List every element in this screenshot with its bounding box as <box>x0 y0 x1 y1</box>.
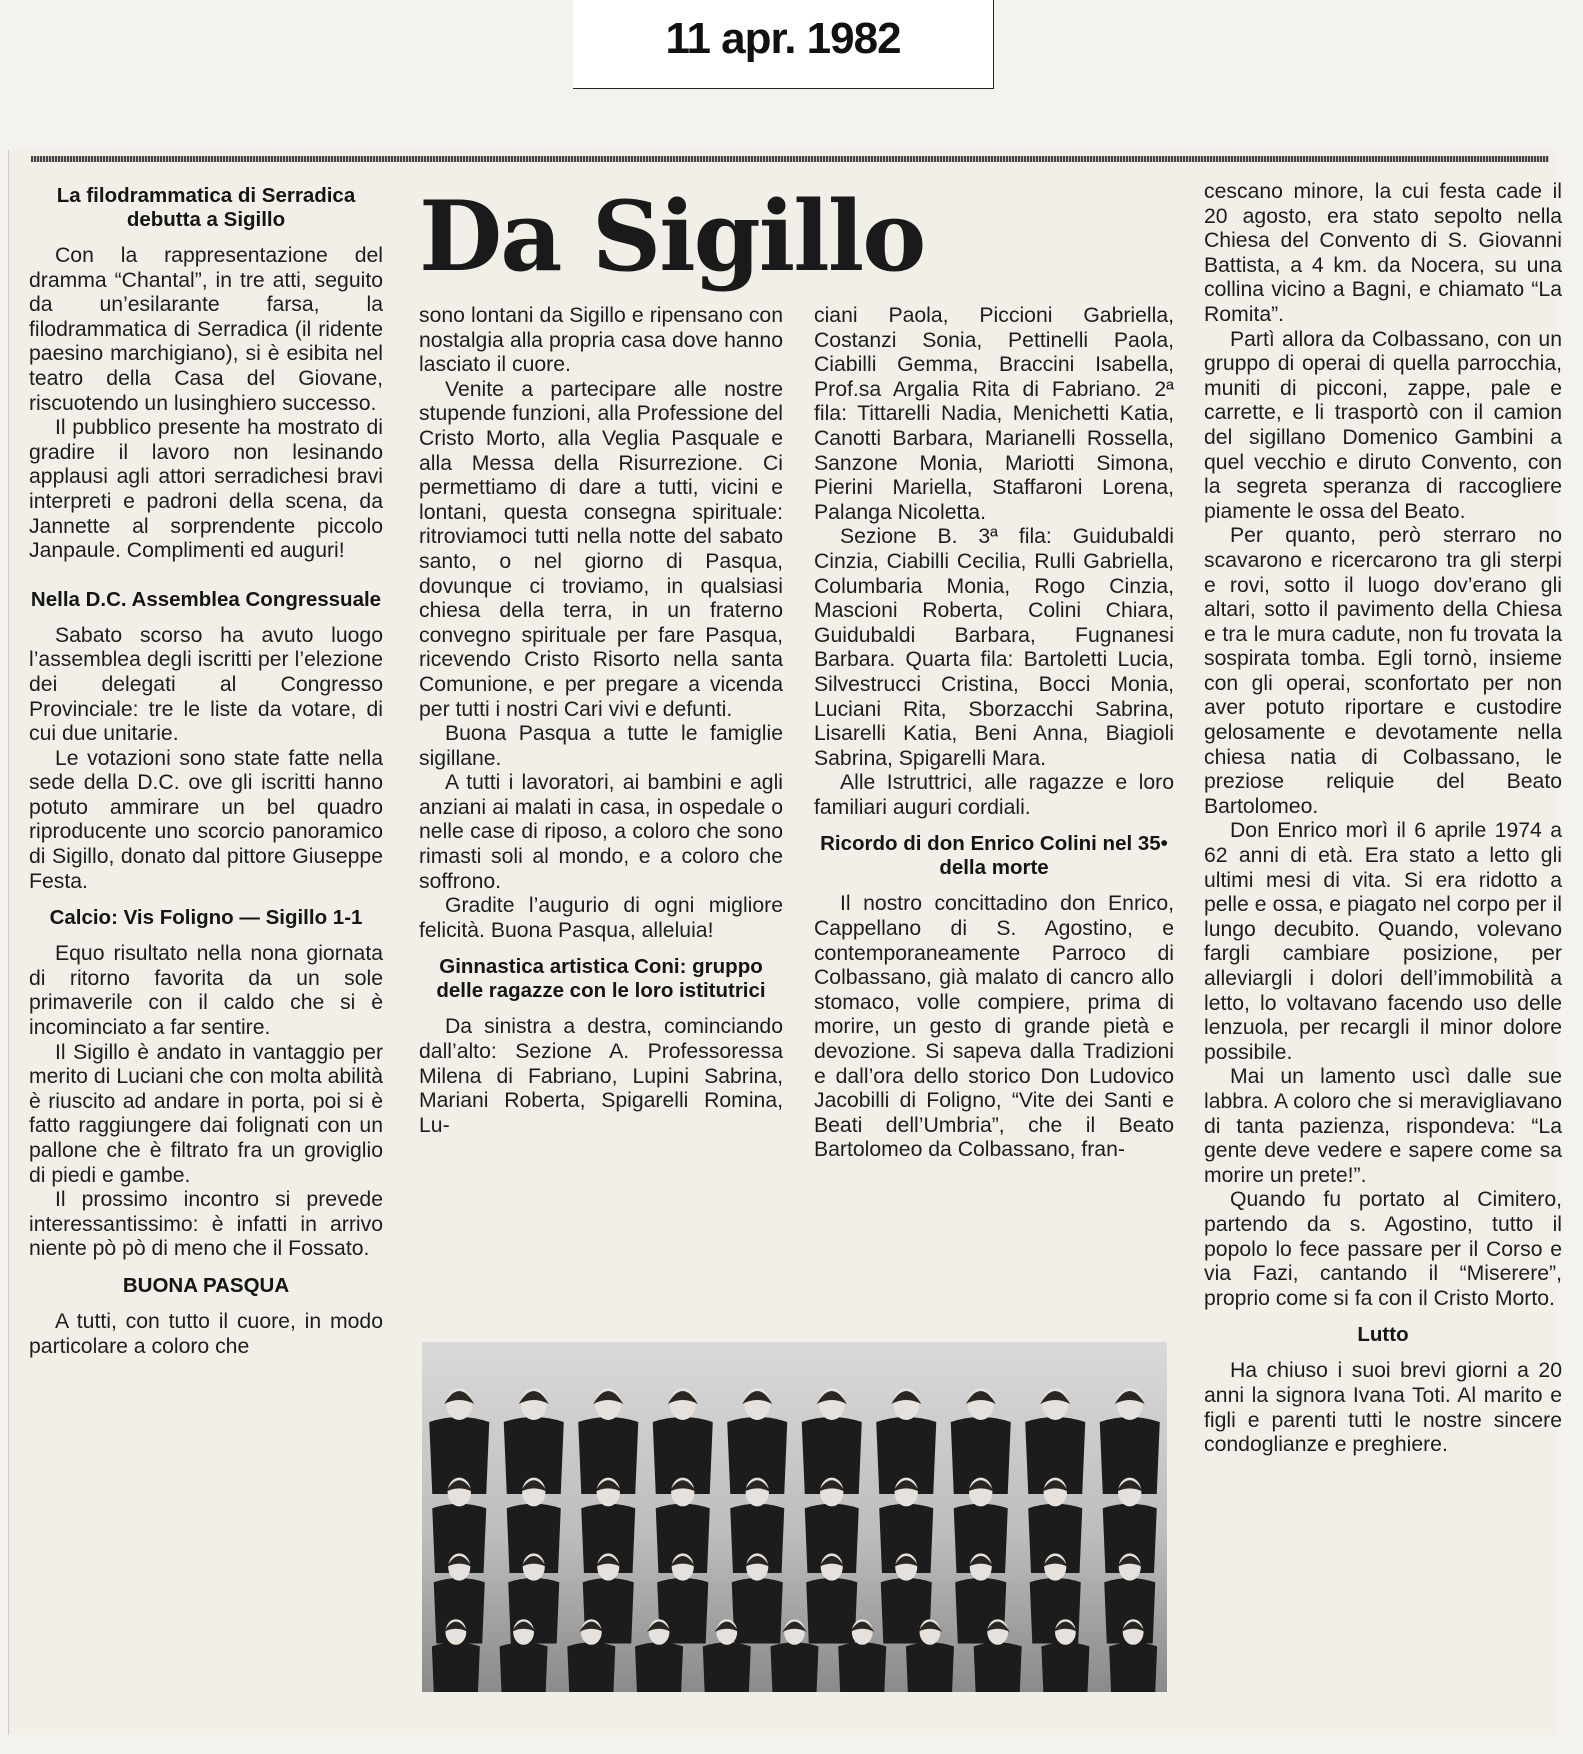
gymnast-figure <box>838 1642 886 1692</box>
paragraph: sono lontani da Sigillo e ripensano con nostalgia alla propria casa dove hanno lasciato il cuore. <box>419 304 783 377</box>
gymnast-figure <box>906 1642 954 1692</box>
column-2 <box>419 304 783 1138</box>
group-photo <box>422 1342 1167 1692</box>
top-rule <box>31 156 1549 162</box>
gymnast-figure <box>567 1642 615 1692</box>
column-3 <box>814 304 1174 1163</box>
headline-ginnastica: Ginnastica artistica Coni: gruppo delle ragazze con le loro istitutrici <box>436 955 766 1003</box>
date-clipping <box>573 0 994 89</box>
paragraph: Gradite l’augurio di ogni migliore felicità. Buona Pasqua, alleluia! <box>419 894 783 942</box>
gymnast-figure <box>1109 1642 1157 1692</box>
gymnast-figure <box>500 1642 548 1692</box>
masthead-title: Da Sigillo <box>419 180 925 293</box>
newspaper-clipping <box>8 150 1562 1735</box>
paragraph: Le votazioni sono state fatte nella sede della D.C. ove gli iscritti hanno potuto ammirare un bel quadro riproducente uno scorcio panoramico di Sigillo, donato dal pittore Giuseppe Festa. <box>29 746 383 893</box>
paragraph: A tutti i lavoratori, ai bambini e agli anziani ai malati in casa, in ospedale o nelle case di riposo, a coloro che sono rimasti soli al mondo, e a coloro che soffrono. <box>419 771 783 893</box>
paragraph: Il pubblico presente ha mostrato di gradire il lavoro non lesinando applausi agli attori serradichesi bravi interpreti e padroni della scena, da Jannette al sorprendente piccolo Janpaule. Complimenti ed auguri! <box>29 416 383 563</box>
paragraph: Partì allora da Colbassano, con un gruppo di operai di quella parrocchia, muniti di picconi, zappe, pale e carrette, e li trasportò con il camion del sigillano Domenico Gambini a quel vecchio e diruto Convento, con la segreta speranza di raccogliere piamente le ossa del Beato. <box>1204 327 1562 523</box>
paragraph: Il nostro concittadino don Enrico, Cappellano di S. Agostino, e contemporaneamente Parroco di Colbassano, già malato di cancro allo stomaco, volle compiere, prima di morire, un gesto di grande pietà e devozione. Si sapeva dalla Tradizioni e dall’ora dello storico Don Ludovico Jacobilli di Foligno, “Vite dei Santi e Beati dell’Umbria”, che il Beato Bartolomeo da Colbassano, fran- <box>814 892 1174 1162</box>
gymnast-figure <box>1041 1642 1089 1692</box>
group-photo-image <box>422 1342 1167 1692</box>
headline-dc-assemblea: Nella D.C. Assemblea Congressuale <box>30 587 382 611</box>
headline-calcio: Calcio: Vis Foligno — Sigillo 1-1 <box>49 906 363 930</box>
clipping-date: 11 apr. 1982 <box>665 14 901 63</box>
paragraph: Sezione B. 3ª fila: Guidubaldi Cinzia, Ciabilli Cecilia, Rulli Gabriella, Columbaria Monia, Rogo Cinzia, Mascioni Roberta, Colini Chiara, Guidubaldi Barbara, Fugnanesi Barbara. Quarta fila: Bartoletti Lucia, Silvestrucci Cristina, Bocci Monia, Luciani Rita, Sborzacchi Sabrina, Lisarelli Katia, Beni Anna, Biagioli Sabrina, Spigarelli Mara. <box>814 525 1174 770</box>
gymnast-figure <box>771 1642 819 1692</box>
column-1 <box>29 184 383 1359</box>
paragraph: Da sinistra a destra, cominciando dall’alto: Sezione A. Professoressa Milena di Fabriano, Lupini Sabrina, Mariani Roberta, Spigarelli Romina, Lu- <box>419 1015 783 1137</box>
paragraph: Don Enrico morì il 6 aprile 1974 a 62 anni di età. Era stato a letto gli ultimi mesi di vita. Si era ridotto a pelle e ossa, e piagato nel corpo per il lungo decubito. Quando, volevano fargli cambiare posizione, per alleviargli i dolori dell’immobilità a letto, lo voltavano facendo uso delle lenzuola, per recargli il minor dolore possibile. <box>1204 819 1562 1064</box>
paragraph: ciani Paola, Piccioni Gabriella, Costanzi Sonia, Pettinelli Paola, Ciabilli Gemma, Braccini Isabella, Prof.sa Argalia Rita di Fabriano. 2ª fila: Tittarelli Nadia, Menichetti Katia, Canotti Barbara, Marianelli Rossella, Sanzone Monia, Mariotti Simona, Pierini Mariella, Staffaroni Lorena, Palanga Nicoletta. <box>814 304 1174 524</box>
gymnast-figure <box>974 1642 1022 1692</box>
headline-lutto: Lutto <box>1357 1323 1409 1347</box>
column-4 <box>1204 180 1562 1458</box>
paragraph: Ha chiuso i suoi brevi giorni a 20 anni la signora Ivana Toti. Al marito e figli e parenti tutti le nostre sincere condoglianze e preghiere. <box>1204 1359 1562 1457</box>
headline-buona-pasqua: BUONA PASQUA <box>122 1273 290 1297</box>
paragraph: Il prossimo incontro si prevede interessantissimo: è infatti in arrivo niente pò pò di meno che il Fossato. <box>29 1188 383 1261</box>
paragraph: Con la rappresentazione del dramma “Chantal”, in tre atti, seguito da un’esilarante farsa, la filodrammatica di Serradica (il ridente paesino marchigiano), si è esibita nel teatro della Casa del Giovane, riscuotendo un lusinghiero successo. <box>29 244 383 415</box>
gymnast-figure <box>635 1642 683 1692</box>
paragraph: Mai un lamento uscì dalle sue labbra. A coloro che si meravigliavano di tanta pazienza, rispondeva: “La gente deve vedere e sapere come sa morire un prete!”. <box>1204 1065 1562 1187</box>
paragraph: Buona Pasqua a tutte le famiglie sigillane. <box>419 722 783 770</box>
paragraph: Sabato scorso ha avuto luogo l’assemblea degli iscritti per l’elezione dei delegati al Congresso Provinciale: tre le liste da votare, di cui due unitarie. <box>29 623 383 746</box>
paragraph: Quando fu portato al Cimitero, partendo da s. Agostino, tutto il popolo lo fece passare per il Corso e via Fazi, cantando il “Miserere”, proprio come si fa con il Cristo Morto. <box>1204 1188 1562 1310</box>
paragraph: Alle Istruttrici, alle ragazze e loro familiari auguri cordiali. <box>814 771 1174 819</box>
paragraph: Equo risultato nella nona giornata di ritorno favorita da un sole primaverile con il caldo che si è incominciato a far sentire. <box>29 942 383 1040</box>
gymnast-figure <box>432 1642 480 1692</box>
paragraph: Venite a partecipare alle nostre stupende funzioni, alla Professione del Cristo Morto, alla Veglia Pasquale e alla Messa della Risurrezione. Ci permettiamo di dare a tutti, vicini e lontani, questa consegna spirituale: ritroviamoci tutti nella notte del sabato santo, o nel giorno di Pasqua, dovunque ci troviamo, in qualsiasi chiesa della terra, in un fraterno convegno spirituale per fare Pasqua, ricevendo Cristo Risorto nella santa Comunione, e per pregare a vicenda per tutti i nostri Cari vivi e defunti. <box>419 377 783 721</box>
gymnast-figure <box>806 1578 857 1643</box>
headline-filodrammatica: La filodrammatica di Serradica debutta a Sigillo <box>56 184 356 231</box>
gymnast-figure <box>732 1578 783 1643</box>
gymnast-figure <box>703 1642 751 1692</box>
paragraph: cescano minore, la cui festa cade il 20 agosto, era stato sepolto nella Chiesa del Convento di S. Giovanni Battista, a 4 km. da Nocera, su una collina vicino a Bagni, e chiamato “La Romita”. <box>1204 180 1562 326</box>
paragraph: A tutti, con tutto il cuore, in modo particolare a coloro che <box>29 1309 383 1358</box>
paragraph: Per quanto, però sterraro no scavarono e ricercarono tra gli sterpi e rovi, sotto il luogo dov’erano gli altari, sotto il pavimento della Chiesa e tra le mura cadute, non fu trovata la sospirata tomba. Egli tornò, insieme con gli operai, sconfortato per non aver potuto riportare e custodire gelosamente e devotamente nella chiesa natia di Colbassano, le preziose reliquie del Beato Bartolomeo. <box>1204 524 1562 818</box>
paragraph: Il Sigillo è andato in vantaggio per merito di Luciani che con molta abilità è riuscito ad andare in porta, poi si è fatto raggiungere dai folignati con un pallone che è filtrato fra un groviglio di piedi e gambe. <box>29 1040 383 1187</box>
headline-ricordo-don-enrico: Ricordo di don Enrico Colini nel 35• della morte <box>820 832 1168 880</box>
